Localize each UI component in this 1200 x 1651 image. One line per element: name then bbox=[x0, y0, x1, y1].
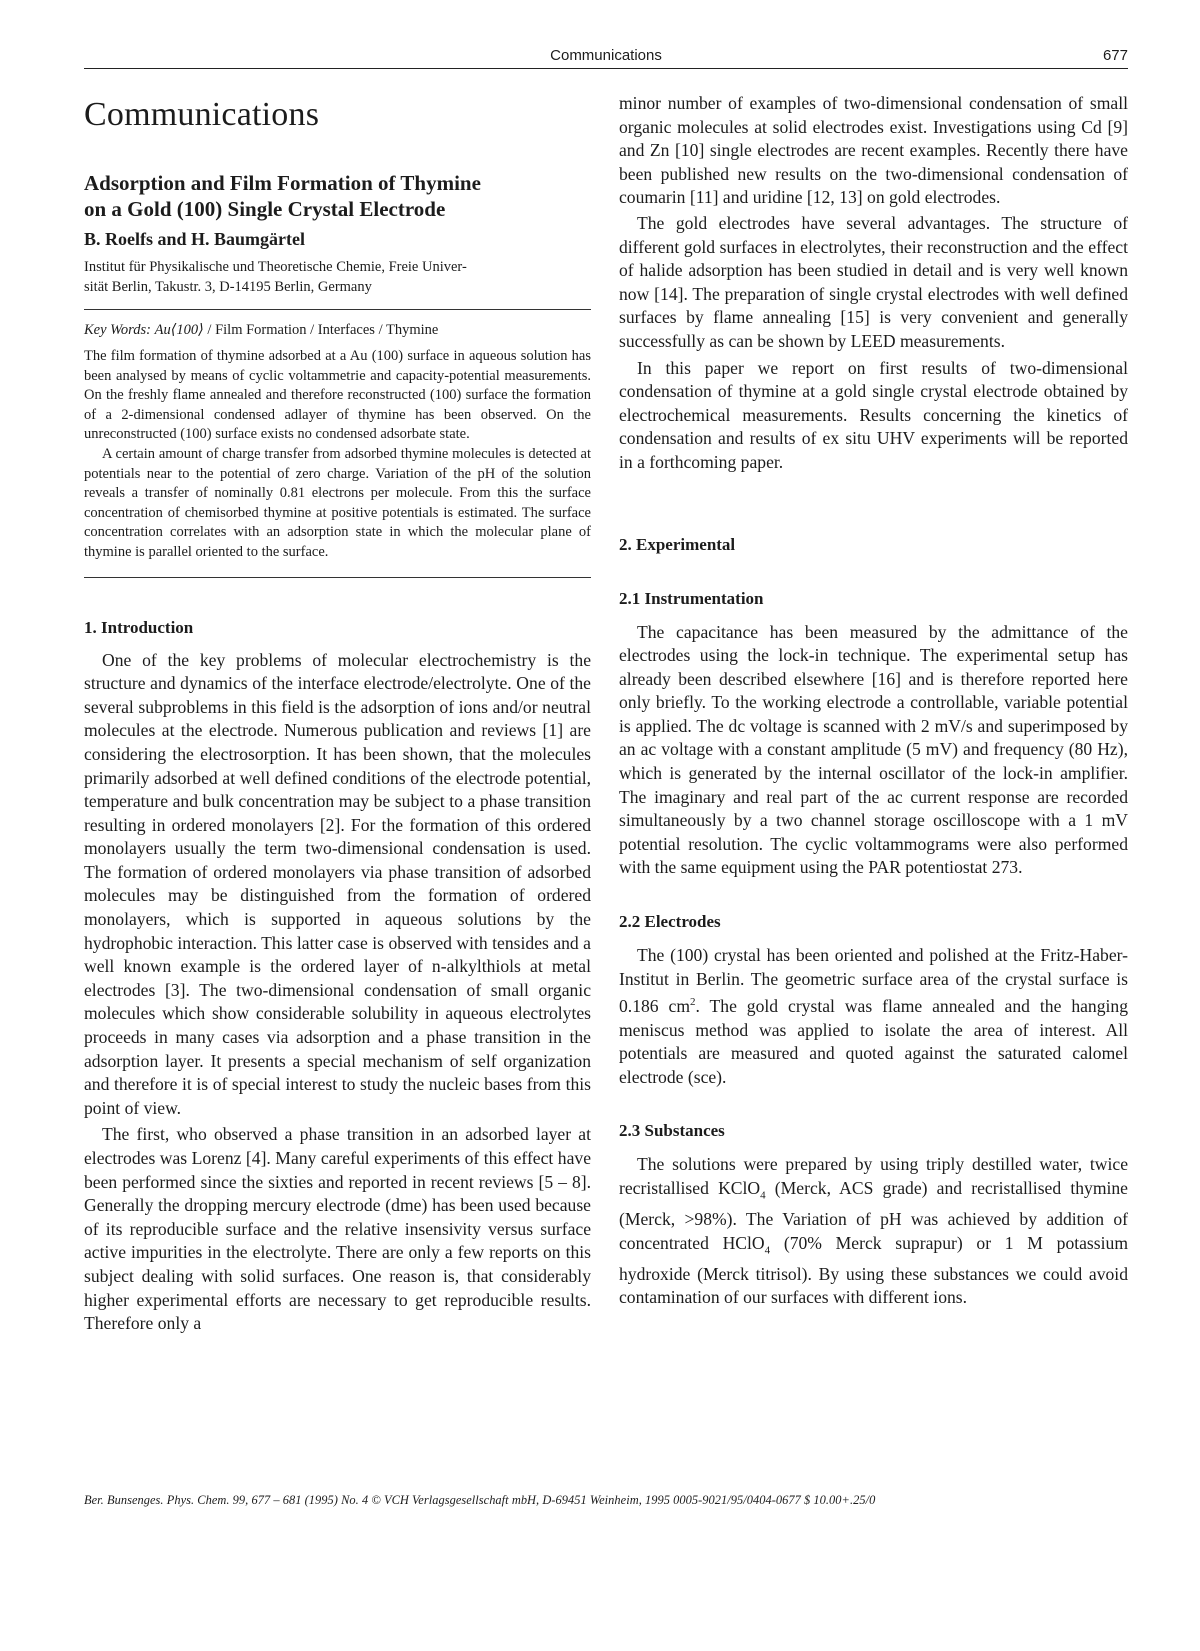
keywords bbox=[84, 322, 591, 339]
authors: B. Roelfs and H. Baumgärtel bbox=[84, 229, 306, 249]
running-title: Communications bbox=[550, 47, 662, 64]
affiliation-line1: Institut für Physikalische und Theoretische Chemie, Freie Univer- bbox=[84, 259, 467, 275]
electrodes-superscript: 2 bbox=[690, 996, 696, 1009]
page-number: 677 bbox=[1102, 47, 1128, 64]
substances-subscript-1: 4 bbox=[760, 1189, 766, 1202]
article-title-line1: Adsorption and Film Formation of Thymine bbox=[84, 171, 481, 195]
introduction-paragraph-2: The first, who observed a phase transition in an adsorbed layer at electrodes was Lorenz [4]. Many careful experiments of this effect have been performed since the sixties and reported in recent reviews [5 – 8]. Generally the dropping mercury electrode (dme) has been used because of its reproducible surface and the relative insensivity versus surface active impurities in the electrolyte. There are only a few reports on this subject dealing with solid surfaces. One reason is, that considerably higher experimental efforts are necessary to get reproducible results. Therefore only a bbox=[84, 1124, 591, 1334]
introduction-paragraph-4: The gold electrodes have several advantages. The structure of different gold surfaces in electrolytes, their reconstruction and the effect of halide adsorption has been studied in detail and is very well known now [14]. The preparation of single crystal electrodes with well defined surfaces by flame annealing [15] is very convenient and generally successfully as can be shown by LEED measurements. bbox=[619, 212, 1128, 351]
keywords-label: Key Words: bbox=[84, 322, 151, 338]
right-column bbox=[619, 92, 1128, 1310]
affiliation bbox=[84, 257, 591, 297]
keywords-rest: / Film Formation / Interfaces / Thymine bbox=[203, 322, 439, 338]
experimental-heading: 2. Experimental bbox=[619, 534, 736, 554]
electrodes-paragraph bbox=[619, 944, 1128, 1089]
instrumentation-heading: 2.1 Instrumentation bbox=[619, 588, 764, 608]
introduction-paragraph-5: In this paper we report on first results of two-dimensional condensation of thymine at a gold single crystal electrode obtained by electrochemical measurements. Results concerning the kinetics of condensation and results of ex situ UHV experiments will be reported in a forthcoming paper. bbox=[619, 357, 1128, 472]
introduction-heading: 1. Introduction bbox=[84, 617, 194, 637]
article-title-line2: on a Gold (100) Single Crystal Electrode bbox=[84, 197, 446, 221]
running-header bbox=[84, 46, 1128, 69]
electrodes-heading: 2.2 Electrodes bbox=[619, 912, 721, 932]
keyword-first: Au⟨100⟩ bbox=[154, 322, 204, 338]
substances-text-1: The solutions were prepared by using triply destilled water, twice recristallised KClO bbox=[619, 1154, 1128, 1199]
journal-footer: Ber. Bunsenges. Phys. Chem. 99, 677 – 681 (1995) No. 4 © VCH Verlagsgesellschaft mbH, D-69451 Weinheim, 1995 0005-9021/95/0404-0677 $ 10.00+.25/0 bbox=[84, 1493, 876, 1507]
substances-heading: 2.3 Substances bbox=[619, 1121, 725, 1141]
abstract bbox=[84, 347, 591, 563]
section-title: Communications bbox=[84, 96, 320, 133]
substances-subscript-2: 4 bbox=[764, 1244, 771, 1257]
abstract-top-rule bbox=[84, 309, 591, 310]
electrodes-text-a: The (100) crystal has been oriented and polished at the Fritz-Haber-Institut in Berlin. The geometric surface area of the crystal surface is 0.186 cm bbox=[619, 945, 1128, 1017]
substances-text-3: (70% Merck suprapur) or 1 M potassium hydroxide (Merck titrisol). By using these substances we could avoid contamination of our surfaces with different ions. bbox=[619, 1232, 1128, 1308]
introduction-paragraph-3: minor number of examples of two-dimensional condensation of small organic molecules at solid electrodes exist. Investigations using Cd [9] and Zn [10] single electrodes are recent examples. Recently there have been published new results on the two-dimensional condensation of coumarin [11] and uridine [12, 13] on gold electrodes. bbox=[619, 93, 1128, 208]
substances-text-2: (Merck, ACS grade) and recristallised thymine (Merck, >98%). The Variation of pH was achieved by addition of concentrated HClO bbox=[619, 1178, 1128, 1253]
introduction-paragraph-1: One of the key problems of molecular electrochemistry is the structure and dynamics of the interface electrode/electrolyte. One of the several subproblems in this field is the adsorption of ions and/or neutral molecules at the electrode. Numerous publication and reviews [1] are considering the electrosorption. It has been shown, that the molecules primarily adsorbed at well defined conditions of the electrode potential, temperature and bulk concentration may be subject to a phase transition resulting in ordered monolayers [2]. For the formation of this ordered monolayers usually the term two-dimensional condensation is used. The formation of ordered monolayers via phase transition of adsorbed molecules may be distinguished from the formation of ordered monolayers, which is supported in aqueous solutions by the hydrophobic interaction. This latter case is observed with tensides and a well known example is the ordered layer of n-alkylthiols at metal electrodes [3]. The two-dimensional condensation of small organic molecules which show considerable solubility in aqueous electrolytes proceeds in many cases via adsorption and a phase transition in the adsorption layer. It presents a special mechanism of self organization and therefore it is of special interest to study the nucleic bases from this point of view. bbox=[84, 649, 591, 1118]
affiliation-line2: sität Berlin, Takustr. 3, D-14195 Berlin, Germany bbox=[84, 279, 372, 295]
introduction-section bbox=[84, 618, 591, 1336]
instrumentation-paragraph: The capacitance has been measured by the admittance of the electrodes using the lock-in technique. The experimental setup has already been described elsewhere [16] and is therefore reported here only briefly. To the working electrode a controllable, variable potential is applied. The dc voltage is scanned with 2 mV/s and superimposed by an ac voltage with a constant amplitude (5 mV) and frequency (80 Hz), which is generated by the internal oscillator of the lock-in amplifier. The imaginary and real part of the ac current response are recorded simultaneously by a two channel storage oscilloscope with a 1 mV potential resolution. The cyclic voltammograms were also performed with the same equipment using the PAR potentiostat 273. bbox=[619, 621, 1128, 878]
abstract-paragraph-1: The film formation of thymine adsorbed at a Au (100) surface in aqueous solution has been analysed by means of cyclic voltammetrie and capacity-potential measurements. On the freshly flame annealed and therefore reconstructed (100) surface the formation of a 2-dimensional condensed adlayer of thymine has been observed. On the unreconstructed (100) surface exists no condensed adsorbate state. bbox=[84, 348, 591, 443]
abstract-paragraph-2: A certain amount of charge transfer from adsorbed thymine molecules is detected at potentials near to the potential of zero charge. Variation of the pH of the solution reveals a transfer of nominally 0.81 electrons per molecule. From this the surface concentration of chemisorbed thymine at positive potentials is estimated. The surface concentration correlates with an adsorption state in which the molecular plane of thymine is parallel oriented to the surface. bbox=[84, 445, 591, 560]
abstract-bottom-rule bbox=[84, 577, 591, 578]
substances-paragraph bbox=[619, 1153, 1128, 1310]
article-title bbox=[84, 170, 591, 222]
electrodes-text-b: . The gold crystal was flame annealed and the hanging meniscus method was applied to isolate the area of interest. All potentials are measured and quoted against the saturated calomel electrode (sce). bbox=[619, 996, 1128, 1087]
left-column bbox=[84, 90, 591, 1336]
